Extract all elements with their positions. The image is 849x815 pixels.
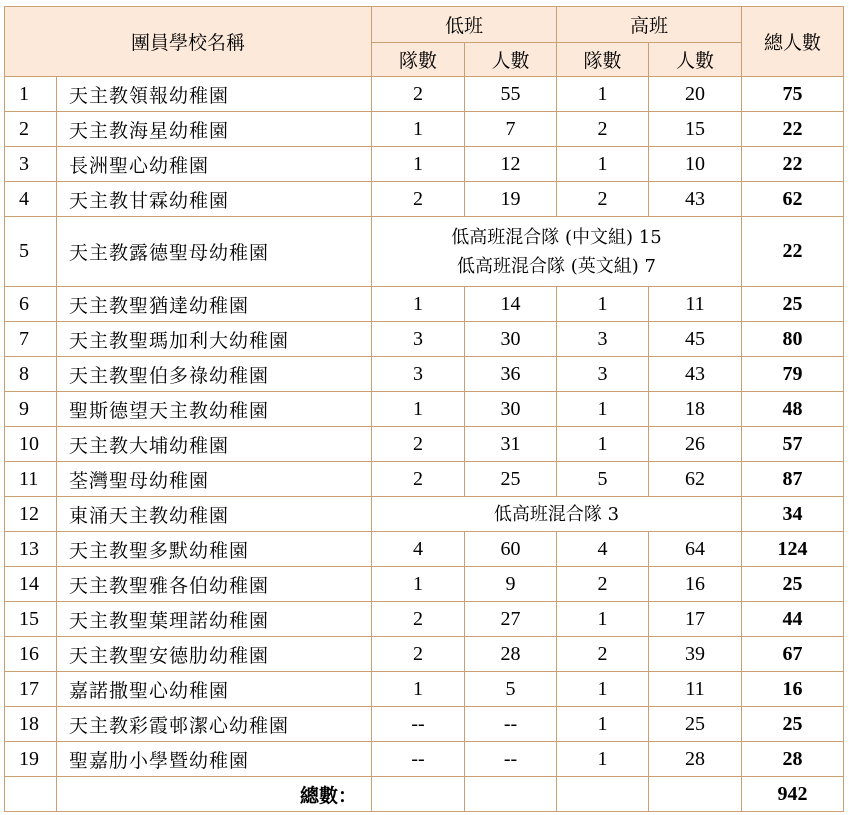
header-school-name: 團員學校名稱 [5, 7, 372, 77]
high-teams: 1 [557, 287, 649, 322]
table-row [5, 427, 844, 462]
mixed-team-line: 低高班混合隊 (中文組) 15 [451, 226, 662, 248]
row-number: 12 [5, 497, 57, 532]
school-name: 天主教領報幼稚園 [57, 77, 372, 112]
table-row [5, 532, 844, 567]
high-teams: 5 [557, 462, 649, 497]
school-name: 天主教聖安德肋幼稚園 [57, 637, 372, 672]
mixed-team-note [372, 497, 742, 532]
row-number: 16 [5, 637, 57, 672]
header-low-teams: 隊數 [372, 43, 465, 77]
low-people: 25 [465, 462, 557, 497]
row-total: 79 [742, 357, 844, 392]
school-name: 長洲聖心幼稚園 [57, 147, 372, 182]
low-people: 9 [465, 567, 557, 602]
row-number: 2 [5, 112, 57, 147]
high-people: 18 [649, 392, 742, 427]
school-name: 天主教大埔幼稚園 [57, 427, 372, 462]
row-number: 7 [5, 322, 57, 357]
low-teams: -- [372, 707, 465, 742]
low-people: 60 [465, 532, 557, 567]
table-row [5, 182, 844, 217]
row-number: 6 [5, 287, 57, 322]
mixed-team-note [372, 217, 742, 287]
high-people: 25 [649, 707, 742, 742]
school-name: 天主教露德聖母幼稚園 [57, 217, 372, 287]
school-name: 天主教聖瑪加利大幼稚園 [57, 322, 372, 357]
low-teams: 3 [372, 322, 465, 357]
low-people: 30 [465, 322, 557, 357]
high-people: 62 [649, 462, 742, 497]
low-people: 31 [465, 427, 557, 462]
row-total: 28 [742, 742, 844, 777]
high-teams: 1 [557, 602, 649, 637]
low-teams: 1 [372, 112, 465, 147]
table-row [5, 637, 844, 672]
row-number: 14 [5, 567, 57, 602]
table-row [5, 742, 844, 777]
header-low-people: 人數 [465, 43, 557, 77]
high-people: 17 [649, 602, 742, 637]
row-number: 11 [5, 462, 57, 497]
row-total: 25 [742, 707, 844, 742]
school-name: 聖斯德望天主教幼稚園 [57, 392, 372, 427]
high-people: 26 [649, 427, 742, 462]
high-people: 39 [649, 637, 742, 672]
low-people: 19 [465, 182, 557, 217]
high-people: 15 [649, 112, 742, 147]
table-row [5, 357, 844, 392]
high-teams: 3 [557, 322, 649, 357]
school-name: 天主教聖多默幼稚園 [57, 532, 372, 567]
low-people: 7 [465, 112, 557, 147]
low-teams: 1 [372, 567, 465, 602]
mixed-team-line: 低高班混合隊 (英文組) 7 [457, 255, 656, 277]
row-number: 17 [5, 672, 57, 707]
low-people: 30 [465, 392, 557, 427]
low-teams: 2 [372, 427, 465, 462]
row-total: 80 [742, 322, 844, 357]
grand-total-blank [5, 777, 57, 812]
row-total: 87 [742, 462, 844, 497]
high-teams: 4 [557, 532, 649, 567]
high-people: 64 [649, 532, 742, 567]
row-total: 22 [742, 112, 844, 147]
table-row [5, 147, 844, 182]
high-teams: 1 [557, 707, 649, 742]
school-name: 天主教甘霖幼稚園 [57, 182, 372, 217]
row-total: 75 [742, 77, 844, 112]
table-row [5, 287, 844, 322]
grand-total-value: 942 [742, 777, 844, 812]
row-number: 19 [5, 742, 57, 777]
high-teams: 1 [557, 77, 649, 112]
low-teams: 1 [372, 392, 465, 427]
low-teams: -- [372, 742, 465, 777]
row-total: 48 [742, 392, 844, 427]
grand-total-label: 總數： [57, 777, 372, 812]
table-row [5, 672, 844, 707]
low-teams: 2 [372, 462, 465, 497]
high-teams: 3 [557, 357, 649, 392]
row-total: 44 [742, 602, 844, 637]
high-teams: 1 [557, 672, 649, 707]
table-row [5, 217, 844, 287]
row-total: 67 [742, 637, 844, 672]
row-number: 5 [5, 217, 57, 287]
table-row [5, 707, 844, 742]
high-people: 28 [649, 742, 742, 777]
low-teams: 1 [372, 287, 465, 322]
header-total-people: 總人數 [742, 7, 844, 77]
school-name: 天主教海星幼稚園 [57, 112, 372, 147]
high-teams: 2 [557, 637, 649, 672]
high-teams: 2 [557, 112, 649, 147]
school-name: 嘉諾撒聖心幼稚園 [57, 672, 372, 707]
row-total: 57 [742, 427, 844, 462]
low-teams: 2 [372, 77, 465, 112]
high-teams: 1 [557, 427, 649, 462]
low-people: -- [465, 707, 557, 742]
high-people: 43 [649, 182, 742, 217]
row-total: 16 [742, 672, 844, 707]
school-name: 聖嘉肋小學暨幼稚園 [57, 742, 372, 777]
low-people: 55 [465, 77, 557, 112]
low-teams: 2 [372, 637, 465, 672]
mixed-team-line: 低高班混合隊 3 [493, 503, 620, 525]
school-name: 天主教聖猶達幼稚園 [57, 287, 372, 322]
low-teams: 1 [372, 147, 465, 182]
low-people: 27 [465, 602, 557, 637]
high-teams: 1 [557, 392, 649, 427]
table-row [5, 602, 844, 637]
high-people: 16 [649, 567, 742, 602]
table-row [5, 77, 844, 112]
low-people: 14 [465, 287, 557, 322]
header-high-teams: 隊數 [557, 43, 649, 77]
high-people: 11 [649, 672, 742, 707]
high-teams: 1 [557, 147, 649, 182]
high-people: 11 [649, 287, 742, 322]
grand-total-row [5, 777, 844, 812]
row-total: 22 [742, 217, 844, 287]
low-people: 36 [465, 357, 557, 392]
header-low-class: 低班 [372, 7, 557, 43]
school-name: 天主教聖伯多祿幼稚園 [57, 357, 372, 392]
high-people: 45 [649, 322, 742, 357]
row-total: 22 [742, 147, 844, 182]
low-people: -- [465, 742, 557, 777]
row-number: 18 [5, 707, 57, 742]
table-row [5, 322, 844, 357]
table-row [5, 497, 844, 532]
low-people: 5 [465, 672, 557, 707]
high-teams: 2 [557, 567, 649, 602]
row-total: 25 [742, 287, 844, 322]
row-total: 62 [742, 182, 844, 217]
row-number: 1 [5, 77, 57, 112]
table-row [5, 567, 844, 602]
low-people: 12 [465, 147, 557, 182]
high-people: 20 [649, 77, 742, 112]
high-teams: 2 [557, 182, 649, 217]
header-high-class: 高班 [557, 7, 742, 43]
row-number: 10 [5, 427, 57, 462]
row-number: 3 [5, 147, 57, 182]
school-name: 天主教聖雅各伯幼稚園 [57, 567, 372, 602]
row-number: 8 [5, 357, 57, 392]
low-teams: 1 [372, 672, 465, 707]
row-total: 25 [742, 567, 844, 602]
school-name: 天主教聖葉理諾幼稚園 [57, 602, 372, 637]
row-number: 15 [5, 602, 57, 637]
low-teams: 4 [372, 532, 465, 567]
table-row [5, 462, 844, 497]
table-row [5, 112, 844, 147]
low-teams: 2 [372, 602, 465, 637]
row-number: 13 [5, 532, 57, 567]
school-name: 天主教彩霞邨潔心幼稚園 [57, 707, 372, 742]
low-teams: 3 [372, 357, 465, 392]
table-row [5, 392, 844, 427]
school-name: 荃灣聖母幼稚園 [57, 462, 372, 497]
row-number: 9 [5, 392, 57, 427]
row-total: 124 [742, 532, 844, 567]
row-total: 34 [742, 497, 844, 532]
low-teams: 2 [372, 182, 465, 217]
header-high-people: 人數 [649, 43, 742, 77]
school-name: 東涌天主教幼稚園 [57, 497, 372, 532]
row-number: 4 [5, 182, 57, 217]
high-people: 10 [649, 147, 742, 182]
high-people: 43 [649, 357, 742, 392]
low-people: 28 [465, 637, 557, 672]
high-teams: 1 [557, 742, 649, 777]
kindergarten-member-table [4, 6, 844, 812]
